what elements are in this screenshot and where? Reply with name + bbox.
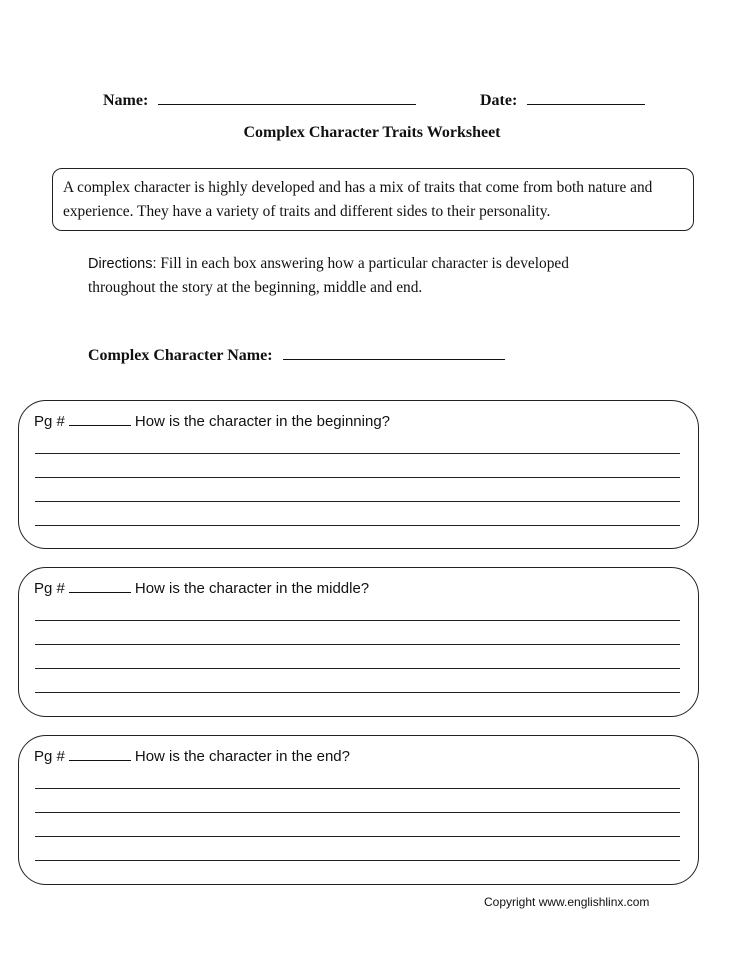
answer-line[interactable] [35, 453, 680, 454]
character-name-field[interactable] [88, 345, 505, 365]
answer-line[interactable] [35, 788, 680, 789]
date-label: Date: [480, 92, 518, 109]
page-number-blank[interactable] [69, 580, 131, 593]
answer-line[interactable] [35, 692, 680, 693]
pg-label: Pg # [34, 413, 65, 430]
character-name-blank[interactable] [283, 345, 505, 360]
answer-line[interactable] [35, 644, 680, 645]
name-blank[interactable] [158, 90, 416, 105]
page-number-blank[interactable] [69, 748, 131, 761]
answer-line[interactable] [35, 860, 680, 861]
definition-box [52, 168, 694, 231]
answer-line[interactable] [35, 525, 680, 526]
name-field[interactable] [103, 90, 416, 110]
question-text: How is the character in the middle? [134, 580, 370, 597]
copyright: Copyright www.englishlinx.com [484, 895, 650, 909]
beginning-box [18, 400, 699, 549]
middle-question [34, 580, 369, 597]
page-title: Complex Character Traits Worksheet [243, 124, 501, 141]
answer-line[interactable] [35, 501, 680, 502]
page-number-blank[interactable] [69, 413, 131, 426]
directions-label: Directions: [88, 256, 157, 272]
answer-line[interactable] [35, 668, 680, 669]
pg-label: Pg # [34, 580, 65, 597]
answer-line[interactable] [35, 477, 680, 478]
answer-line[interactable] [35, 812, 680, 813]
middle-box [18, 567, 699, 717]
question-text: How is the character in the beginning? [134, 413, 391, 430]
character-name-label: Complex Character Name: [88, 347, 273, 364]
directions [88, 252, 628, 300]
pg-label: Pg # [34, 748, 65, 765]
end-question [34, 748, 350, 765]
name-label: Name: [103, 92, 149, 109]
date-field[interactable] [480, 90, 645, 110]
answer-line[interactable] [35, 836, 680, 837]
definition-text: A complex character is highly developed and has a mix of traits that come from both nature and experience. They have a variety of traits and different sides to their personality. [63, 179, 653, 220]
directions-text: Fill in each box answering how a particular character is developed throughout the story at the beginning, middle and end. [88, 255, 569, 296]
date-blank[interactable] [527, 90, 645, 105]
question-text: How is the character in the end? [134, 748, 350, 765]
answer-line[interactable] [35, 620, 680, 621]
beginning-question [34, 413, 390, 430]
end-box [18, 735, 699, 885]
